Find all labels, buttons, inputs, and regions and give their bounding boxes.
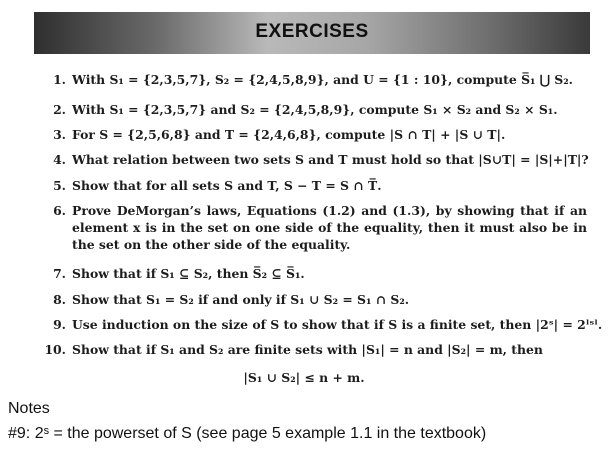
exercise-number: 2.: [53, 102, 66, 117]
exercise-text: What relation between two sets S and T must hold so that |S∪T| = |S|+|T|?: [72, 152, 589, 167]
exercise-text: Show that S₁ = S₂ if and only if S₁ ∪ S₂ = S₁ ∩ S₂.: [72, 292, 410, 307]
exercise-text: Show that for all sets S and T, S − T = S ∩ T̅.: [72, 178, 382, 193]
exercise-4: [18, 151, 592, 168]
exercise-7: [18, 265, 592, 282]
exercise-5: [18, 177, 592, 194]
exercise-number: 3.: [53, 127, 66, 142]
exercise-text: Prove DeMorgan’s laws, Equations (1.2) and (1.3), by showing that if an element x is in the set on one side of the equality, then it must also be in the set on the other side of the equality.: [72, 203, 587, 252]
exercises-banner: [34, 12, 590, 54]
exercise-number: 5.: [53, 178, 66, 193]
exercise-number: 10.: [44, 342, 66, 357]
exercise-number: 4.: [53, 152, 66, 167]
exercise-text: Show that if S₁ ⊆ S₂, then S̅₂ ⊆ S̅₁.: [72, 266, 305, 281]
exercise-number: 7.: [53, 266, 66, 281]
display-equation: |S₁ ∪ S₂| ≤ n + m.: [243, 370, 365, 385]
exercise-number: 9.: [53, 317, 66, 332]
notes-heading: Notes: [8, 400, 50, 417]
exercise-number: 8.: [53, 292, 66, 307]
exercise-1: [18, 71, 592, 88]
exercise-2: [18, 101, 592, 118]
exercises-title: EXERCISES: [255, 21, 369, 42]
notes-line: #9: 2ˢ = the powerset of S (see page 5 example 1.1 in the textbook): [8, 425, 487, 442]
exercise-10: [18, 341, 592, 358]
exercise-9: [18, 316, 603, 333]
exercise-text: Show that if S₁ and S₂ are finite sets with |S₁| = n and |S₂| = m, then: [72, 342, 543, 357]
exercise-text: With S₁ = {2,3,5,7} and S₂ = {2,4,5,8,9}, compute S₁ × S₂ and S₂ × S₁.: [72, 102, 558, 117]
exercise-text: For S = {2,5,6,8} and T = {2,4,6,8}, compute |S ∩ T| + |S ∪ T|.: [72, 127, 506, 142]
exercise-number: 1.: [53, 72, 66, 87]
exercise-number: 6.: [53, 203, 66, 218]
exercise-6: [18, 202, 592, 253]
exercise-8: [18, 291, 592, 308]
exercise-text: With S₁ = {2,3,5,7}, S₂ = {2,4,5,8,9}, and U = {1 : 10}, compute S̅₁ ⋃ S₂.: [72, 72, 573, 87]
exercise-3: [18, 126, 592, 143]
exercise-text: Use induction on the size of S to show that if S is a finite set, then |2ˢ| = 2ˡˢˡ.: [72, 317, 603, 332]
